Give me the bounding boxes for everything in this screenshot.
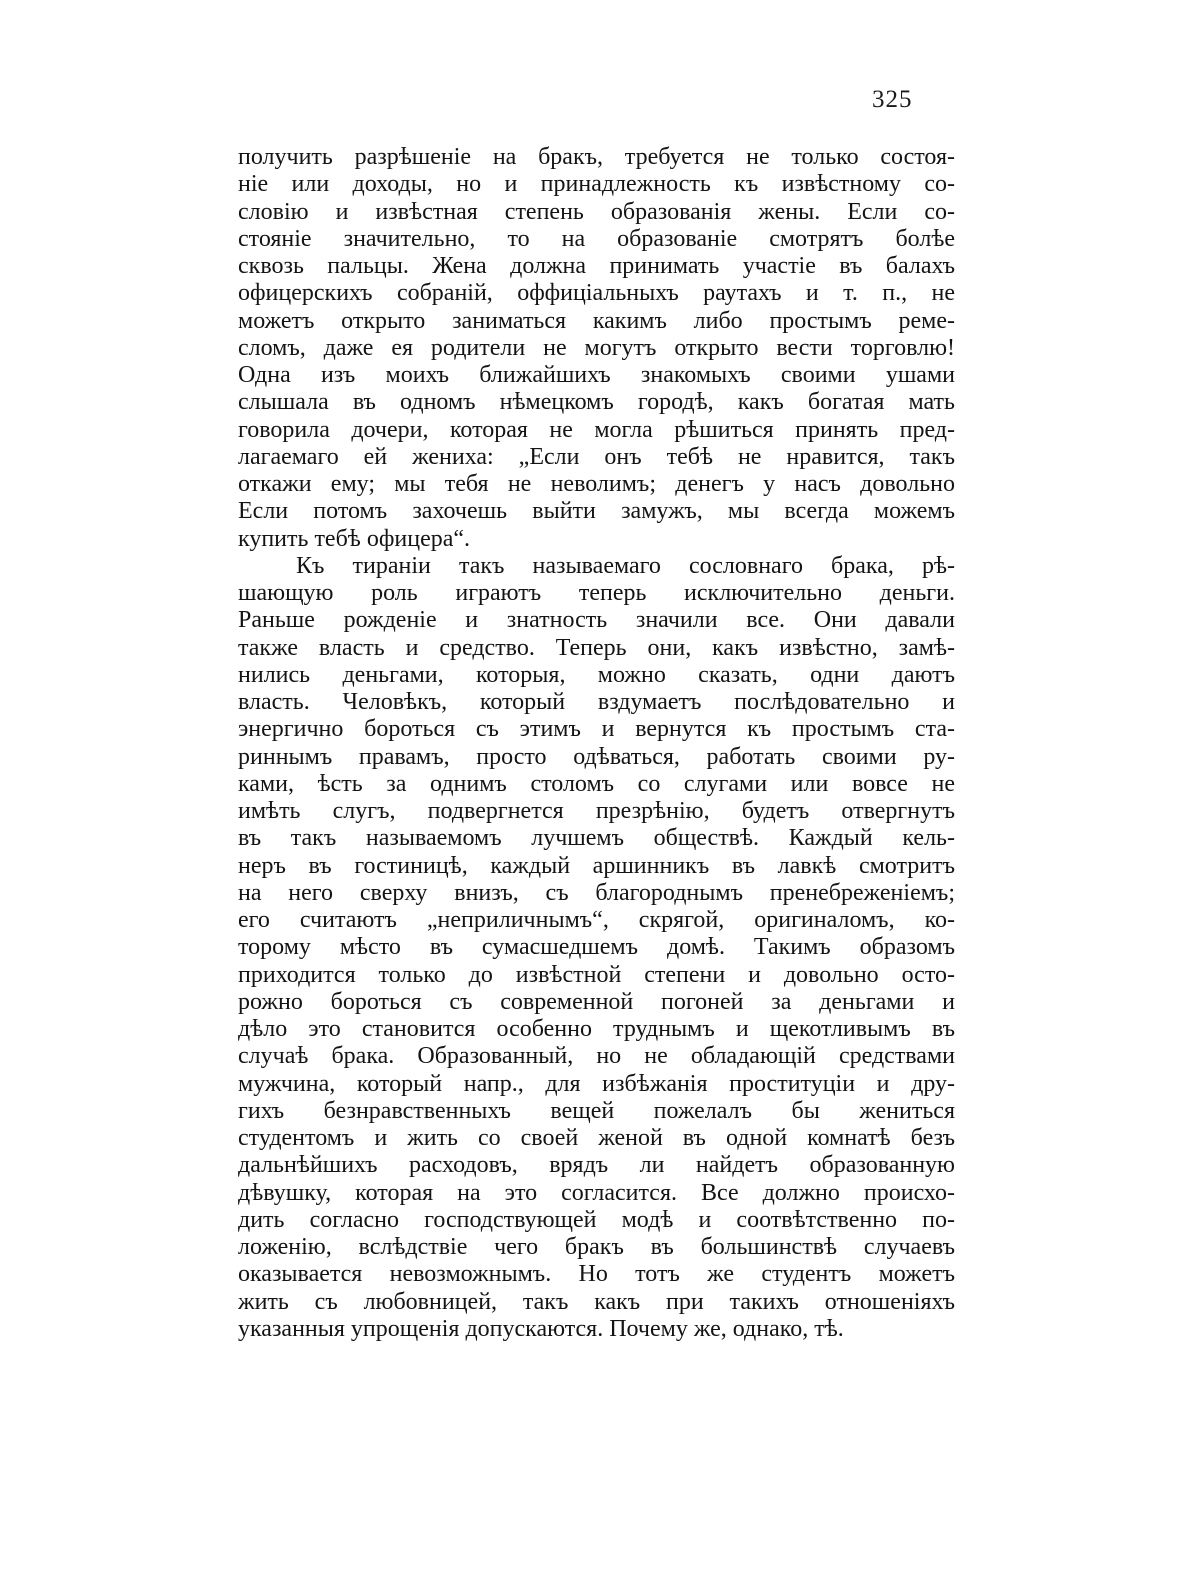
text-line: имѣть слугъ, подвергнется презрѣнію, будетъ отвергнутъ [238, 798, 955, 824]
text-line: лагаемаго ей жениха: „Если онъ тебѣ не нравится, такъ [238, 443, 955, 470]
text-line: сломъ, даже ея родители не могутъ открыто вести торговлю! [238, 334, 955, 361]
text-line: нились деньгами, которыя, можно сказать, одни даютъ [238, 661, 955, 688]
text-line: стояніе значительно, то на образованіе смотрятъ болѣе [238, 225, 955, 252]
paragraph [238, 144, 955, 553]
text-line: также власть и средство. Теперь они, какъ извѣстно, замѣ- [238, 634, 955, 661]
text-line: неръ въ гостиницѣ, каждый аршинникъ въ лавкѣ смотритъ [238, 852, 955, 879]
text-line: Раньше рожденіе и знатность значили все. Они давали [238, 607, 955, 634]
text-line: ками, ѣсть за однимъ столомъ со слугами или вовсе не [238, 770, 955, 797]
text-line: торому мѣсто въ сумасшедшемъ домѣ. Такимъ образомъ [238, 934, 955, 961]
text-line: оказывается невозможнымъ. Но тотъ же студентъ можетъ [238, 1261, 955, 1288]
text-line: дѣло это становится особенно труднымъ и щекотливымъ въ [238, 1016, 955, 1042]
text-line: мужчина, который напр., для избѣжанія проституціи и дру- [238, 1070, 955, 1097]
text-line: говорила дочери, которая не могла рѣшиться принять пред- [238, 416, 955, 443]
text-line: дальнѣйшихъ расходовъ, врядъ ли найдетъ образованную [238, 1152, 955, 1179]
text-line: гихъ безнравственныхъ вещей пожелалъ бы жениться [238, 1097, 955, 1124]
text-line: шающую роль играютъ теперь исключительно деньги. [238, 580, 955, 606]
text-line: получить разрѣшеніе на бракъ, требуется не только состоя- [238, 144, 955, 170]
text-line: ложенію, вслѣдствіе чего бракъ въ большинствѣ случаевъ [238, 1234, 955, 1260]
text-line: Одна изъ моихъ ближайшихъ знакомыхъ своими ушами [238, 362, 955, 388]
text-line: въ такъ называемомъ лучшемъ обществѣ. Каждый кель- [238, 825, 955, 852]
text-line: можетъ открыто заниматься какимъ либо простымъ реме- [238, 307, 955, 334]
text-line: его считаютъ „неприличнымъ“, скрягой, оригиналомъ, ко- [238, 907, 955, 933]
text-line: дить согласно господствующей модѣ и соотвѣтственно по- [238, 1206, 955, 1233]
text-line: указанныя упрощенія допускаются. Почему же, однако, тѣ. [238, 1315, 844, 1342]
text-line: Къ тираніи такъ называемаго сословнаго брака, рѣ- [296, 552, 955, 579]
body-text [238, 144, 955, 1343]
text-line: приходится только до извѣстной степени и довольно осто- [238, 961, 955, 988]
text-line: купить тебѣ офицера“. [238, 525, 471, 552]
text-line: студентомъ и жить со своей женой въ одной комнатѣ безъ [238, 1125, 955, 1151]
text-line: сквозь пальцы. Жена должна принимать участіе въ балахъ [238, 253, 955, 279]
text-line: откажи ему; мы тебя не неволимъ; денегъ у насъ довольно [238, 471, 955, 497]
text-line: дѣвушку, которая на это согласится. Все должно происхо- [238, 1179, 955, 1206]
paragraph [238, 553, 955, 1343]
text-line: слышала въ одномъ нѣмецкомъ городѣ, какъ богатая мать [238, 389, 955, 416]
text-line: Если потомъ захочешь выйти замужъ, мы всегда можемъ [238, 498, 955, 525]
text-line: офицерскихъ собраній, оффиціальныхъ раутахъ и т. п., не [238, 280, 955, 307]
text-line: власть. Человѣкъ, который вздумаетъ послѣдовательно и [238, 689, 955, 715]
text-line: энергично бороться съ этимъ и вернутся къ простымъ ста- [238, 716, 955, 743]
page-number: 325 [872, 86, 913, 113]
text-line: рожно бороться съ современной погоней за деньгами и [238, 988, 955, 1015]
text-line: ніе или доходы, но и принадлежность къ извѣстному со- [238, 171, 955, 198]
text-line: риннымъ правамъ, просто одѣваться, работать своими ру- [238, 743, 955, 770]
text-line: жить съ любовницей, такъ какъ при такихъ отношеніяхъ [238, 1288, 955, 1315]
text-line: словію и извѣстная степень образованія жены. Если со- [238, 198, 955, 225]
text-line: на него сверху внизъ, съ благороднымъ пренебреженіемъ; [238, 879, 955, 906]
text-line: случаѣ брака. Образованный, но не обладающій средствами [238, 1043, 955, 1070]
